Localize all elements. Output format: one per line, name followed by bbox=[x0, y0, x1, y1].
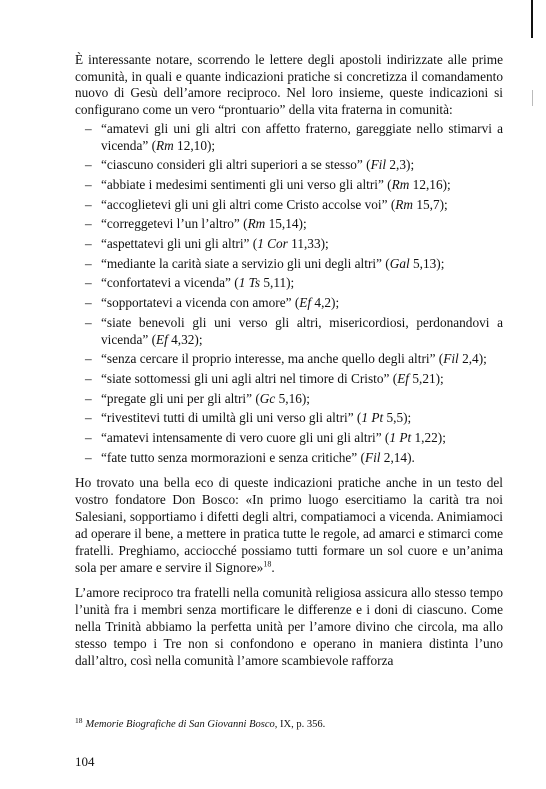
quote-list bbox=[75, 121, 503, 467]
quote-text: “rivestitevi tutti di umiltà gli uni verso gli altri” ( bbox=[101, 410, 362, 426]
page-edge-mark-faint bbox=[532, 90, 533, 106]
quote-item bbox=[85, 196, 503, 214]
quote-item bbox=[85, 120, 503, 154]
quote-verse-location: 5,21); bbox=[409, 370, 444, 386]
quote-text: “siate benevoli gli uni verso gli altri, misericordiosi, perdonandovi a vicenda” ( bbox=[101, 314, 503, 347]
quote-book-reference: Ef bbox=[299, 295, 312, 311]
quote-verse-location: 5,16); bbox=[275, 390, 310, 406]
quote-verse-location: 1,22); bbox=[411, 430, 446, 446]
quote-book-reference: Ef bbox=[156, 331, 168, 347]
footnote-reference: 18 bbox=[263, 560, 272, 570]
quote-book-reference: Ef bbox=[397, 370, 410, 386]
quote-item bbox=[85, 430, 503, 447]
page-body bbox=[75, 52, 503, 669]
quote-verse-location: 5,5); bbox=[383, 410, 412, 426]
closing-paragraph: L’amore reciproco tra fratelli nella comunità religiosa assicura allo stesso tempo l’unità fra i membri senza mortificare le differenze e i doni di ciascuno. Come nella Trinità abbiamo la perfetta unità per l’amore divino che circola, ma allo stesso tempo i Tre non si confondono e operano in maniera distinta l’uno dall’altro, così nella comunità l’amore scambievole rafforza bbox=[75, 585, 503, 669]
list-dash: – bbox=[85, 430, 92, 446]
quote-book-reference: Rm bbox=[156, 137, 174, 153]
quote-text: “senza cercare il proprio interesse, ma anche quello degli altri” ( bbox=[101, 351, 444, 367]
quote-book-reference: Fil bbox=[370, 157, 387, 173]
footnote-number: 18 bbox=[75, 715, 83, 725]
quote-item bbox=[85, 314, 503, 348]
quote-item bbox=[85, 449, 503, 467]
quote-book-reference: Fil bbox=[443, 351, 459, 367]
quote-text: “fate tutto senza mormorazioni e senza critiche” ( bbox=[101, 449, 365, 465]
list-dash: – bbox=[85, 295, 92, 311]
quote-verse-location: 5,13); bbox=[409, 255, 445, 271]
quote-text: “confortatevi a vicenda” ( bbox=[101, 275, 239, 291]
quote-item bbox=[85, 390, 503, 408]
quote-text: “siate sottomessi gli uni agli altri nel timore di Cristo” ( bbox=[101, 370, 398, 386]
quote-item bbox=[85, 216, 503, 233]
list-dash: – bbox=[85, 216, 92, 232]
page-number: 104 bbox=[75, 754, 95, 769]
quote-book-reference: Fil bbox=[364, 449, 381, 465]
list-dash: – bbox=[85, 370, 92, 386]
list-dash: – bbox=[85, 255, 92, 271]
quote-book-reference: Gc bbox=[259, 390, 276, 406]
list-dash: – bbox=[85, 314, 92, 330]
list-dash: – bbox=[85, 236, 92, 252]
quote-book-reference: Rm bbox=[391, 176, 410, 192]
quote-item bbox=[85, 157, 503, 174]
quote-verse-location: 2,14). bbox=[380, 449, 415, 465]
don-bosco-paragraph: Ho trovato una bella eco di queste indicazioni pratiche anche in un testo del vostro fondatore Don Bosco: «In primo luogo esercitiamo la carità tra noi Salesiani, sopportiamo i difetti degli altri, compatiamoci a vicenda. Animiamoci ad operare il bene, a mettere in pratica tutte le regole, ad amarci e stimarci come fratelli. Preghiamo, acciocché possiamo tutti formare un sol cuore e un’anima sola per amare e servire il Signore»$^{18}$. bbox=[75, 475, 503, 576]
quote-text: “correggetevi l’un l’altro” ( bbox=[101, 216, 248, 232]
footnote bbox=[75, 715, 503, 731]
quote-book-reference: Rm bbox=[395, 196, 414, 212]
quote-verse-location: 2,3); bbox=[386, 157, 415, 173]
quote-item bbox=[85, 275, 503, 292]
quote-text: “ciascuno consideri gli altri superiori a se stesso” ( bbox=[101, 157, 371, 173]
quote-item bbox=[85, 236, 503, 253]
quote-text: “pregate gli uni per gli altri” ( bbox=[101, 390, 260, 406]
list-dash: – bbox=[85, 120, 92, 136]
list-dash: – bbox=[85, 351, 92, 367]
quote-text: “amatevi intensamente di vero cuore gli uni gli altri” ( bbox=[101, 430, 390, 446]
list-dash: – bbox=[85, 157, 92, 173]
quote-verse-location: 4,32); bbox=[167, 331, 203, 347]
quote-text: “abbiate i medesimi sentimenti gli uni verso gli altri” ( bbox=[101, 176, 392, 192]
quote-item bbox=[85, 370, 503, 388]
quote-item bbox=[85, 295, 503, 312]
quote-verse-location: 12,16); bbox=[409, 176, 451, 192]
quote-text: “sopportatevi a vicenda con amore” ( bbox=[101, 295, 300, 311]
list-dash: – bbox=[85, 176, 92, 192]
quote-verse-location: 4,2); bbox=[311, 295, 340, 311]
quote-book-reference: Gal bbox=[389, 255, 410, 271]
list-dash: – bbox=[85, 196, 92, 212]
list-dash: – bbox=[85, 449, 92, 465]
quote-text: “accoglietevi gli uni gli altri come Cristo accolse voi” ( bbox=[101, 196, 396, 212]
footnote-rest: , IX, p. 356. bbox=[274, 719, 326, 730]
page-edge-mark bbox=[531, 0, 533, 38]
quote-text: “amatevi gli uni gli altri con affetto fraterno, gareggiate nello stimarvi a vicenda” ( bbox=[101, 120, 503, 153]
quote-book-reference: 1 Ts bbox=[238, 275, 261, 291]
quote-item bbox=[85, 255, 503, 273]
quote-text: “mediante la carità siate a servizio gli uni degli altri” ( bbox=[101, 255, 390, 271]
quote-verse-location: 15,7); bbox=[413, 196, 448, 212]
quote-book-reference: Rm bbox=[247, 216, 266, 232]
quote-item bbox=[85, 410, 503, 427]
quote-verse-location: 11,33); bbox=[287, 236, 329, 252]
list-dash: – bbox=[85, 410, 92, 426]
quote-verse-location: 12,10); bbox=[173, 137, 216, 153]
quote-verse-location: 5,11); bbox=[260, 275, 295, 291]
quote-book-reference: 1 Pt bbox=[361, 410, 384, 426]
quote-item bbox=[85, 351, 503, 368]
quote-verse-location: 15,14); bbox=[265, 216, 307, 232]
intro-paragraph: È interessante notare, scorrendo le lettere degli apostoli indirizzate alle prime comunità, in quali e quante indicazioni pratiche si concretizza il comandamento nuovo di Gesù dell’amore reciproco. Nel loro insieme, queste indicazioni si configurano come un vero “prontuario” della vita fraterna in comunità: bbox=[75, 52, 503, 118]
quote-book-reference: 1 Cor bbox=[257, 236, 288, 252]
quote-book-reference: 1 Pt bbox=[389, 430, 412, 446]
quote-text: “aspettatevi gli uni gli altri” ( bbox=[101, 236, 258, 252]
don-bosco-text: Ho trovato una bella eco di queste indicazioni pratiche anche in un testo del vostro fondatore Don Bosco: «In primo luogo esercitiamo la carità tra noi Salesiani, sopportiamo i difetti degli altri, compatiamoci a vicenda. Animiamoci ad operare il bene, a mettere in pratica tutte le regole, ad amarci e stimarci come fratelli. Preghiamo, acciocché possiamo tutti formare un sol cuore e un’anima sola per amare e servire il Signore» bbox=[75, 475, 503, 576]
list-dash: – bbox=[85, 275, 92, 291]
list-dash: – bbox=[85, 390, 92, 406]
quote-item bbox=[85, 176, 503, 194]
footnote-title: Memorie Biografiche di San Giovanni Bosco bbox=[85, 719, 275, 730]
quote-verse-location: 2,4); bbox=[458, 351, 487, 367]
